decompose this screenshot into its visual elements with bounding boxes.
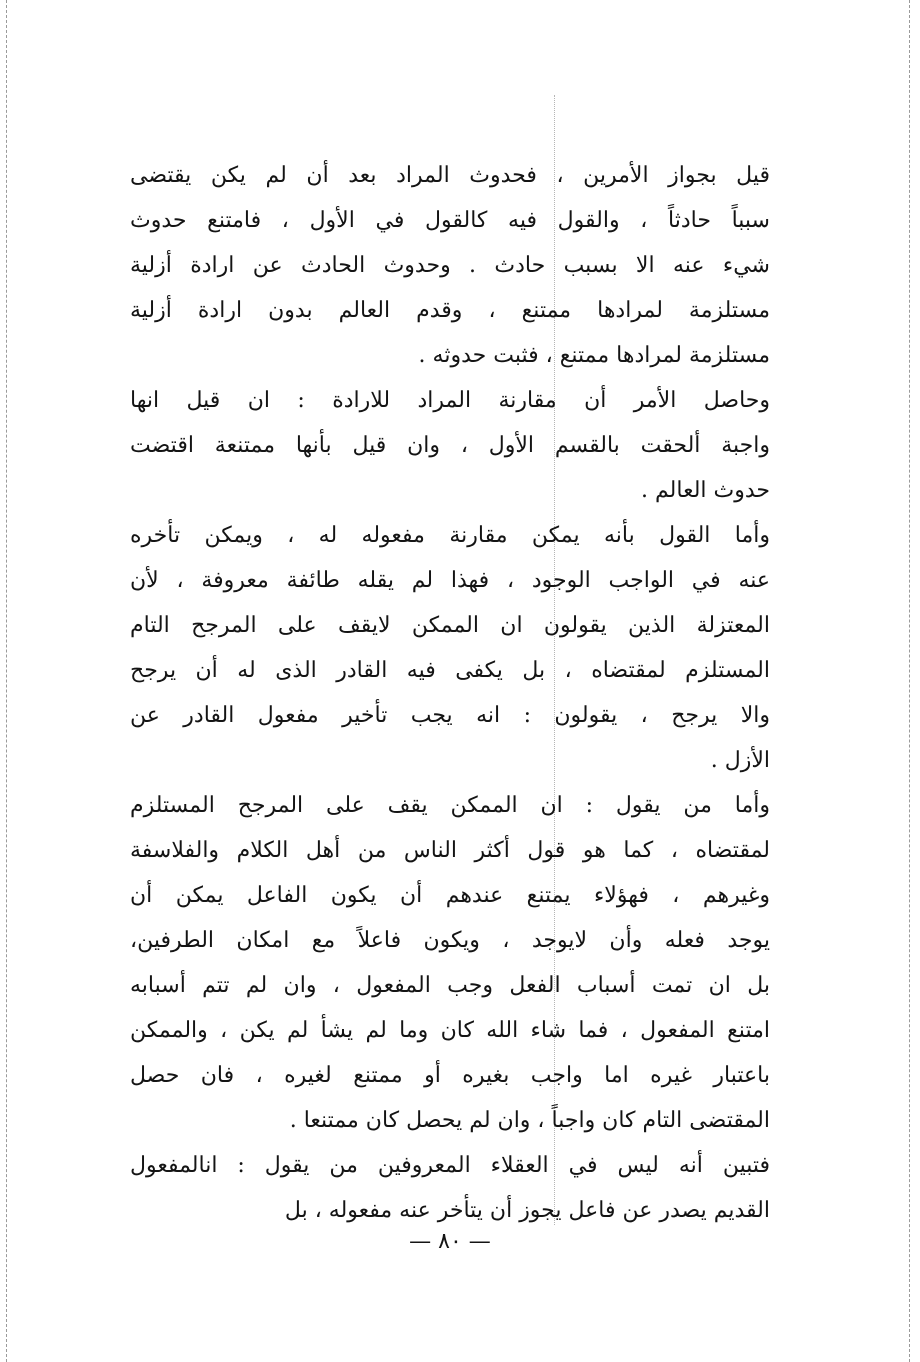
text-line: لمقتضاه ، كما هو قول أكثر الناس من أهل الكلام والفلاسفة — [130, 838, 770, 863]
text-line: يوجد فعله وأن لايوجد ، ويكون فاعلاً مع امكان الطرفين، — [130, 928, 770, 953]
paragraph — [130, 783, 770, 1143]
text-line: وأما القول بأنه يمكن مقارنة مفعوله له ، ويمكن تأخره — [130, 523, 770, 548]
text-line: وحاصل الأمر أن مقارنة المراد للارادة : ان قيل انها — [130, 388, 770, 413]
text-line: المستلزم لمقتضاه ، بل يكفى فيه القادر الذى له أن يرجح — [130, 658, 770, 683]
scan-edge-left — [6, 0, 7, 1362]
text-line: واجبة ألحقت بالقسم الأول ، وان قيل بأنها ممتنعة اقتضت — [130, 433, 770, 458]
text-line: مستلزمة لمرادها ممتنع ، وقدم العالم بدون ارادة أزلية — [130, 298, 770, 323]
text-line: الأزل . — [710, 748, 770, 773]
text-line: قيل بجواز الأمرين ، فحدوث المراد بعد أن لم يكن يقتضى — [130, 163, 770, 188]
text-line: والا يرجح ، يقولون : انه يجب تأخير مفعول القادر عن — [130, 703, 770, 728]
body-text — [130, 153, 770, 1233]
text-line: المقتضى التام كان واجباً ، وان لم يحصل كان ممتنعا . — [289, 1108, 770, 1133]
text-line: سبباً حادثاً ، والقول فيه كالقول في الأول ، فامتنع حدوث — [130, 208, 770, 233]
text-line: القديم يصدر عن فاعل يجوز أن يتأخر عنه مفعوله ، بل — [284, 1198, 770, 1223]
text-line: عنه في الواجب الوجود ، فهذا لم يقله طائفة معروفة ، لأن — [130, 568, 770, 593]
paragraph — [130, 1143, 770, 1233]
text-line: وغيرهم ، فهؤلاء يمتنع عندهم أن يكون الفاعل يمكن أن — [130, 883, 770, 908]
text-line: مستلزمة لمرادها ممتنع ، فثبت حدوثه . — [418, 343, 770, 368]
paragraph — [130, 513, 770, 783]
paragraph — [130, 153, 770, 378]
text-line: حدوث العالم . — [641, 478, 770, 503]
text-line: فتبين أنه ليس في العقلاء المعروفين من يقول : انالمفعول — [130, 1153, 770, 1178]
text-line: المعتزلة الذين يقولون ان الممكن لايقف على المرجح التام — [130, 613, 770, 638]
paragraph — [130, 378, 770, 513]
page-number: — ٨٠ — — [409, 1229, 491, 1254]
text-line: باعتبار غيره اما واجب بغيره أو ممتنع لغيره ، فان حصل — [130, 1063, 770, 1088]
text-line: امتنع المفعول ، فما شاء الله كان وما لم يشأ لم يكن ، والممكن — [130, 1018, 770, 1043]
text-line: شيء عنه الا بسبب حادث . وحدوث الحادث عن ارادة أزلية — [130, 253, 770, 278]
text-line: بل ان تمت أسباب الفعل وجب المفعول ، وان لم تتم أسبابه — [130, 973, 770, 998]
text-line: وأما من يقول : ان الممكن يقف على المرجح المستلزم — [130, 793, 770, 818]
scan-edge-right — [909, 0, 910, 1362]
